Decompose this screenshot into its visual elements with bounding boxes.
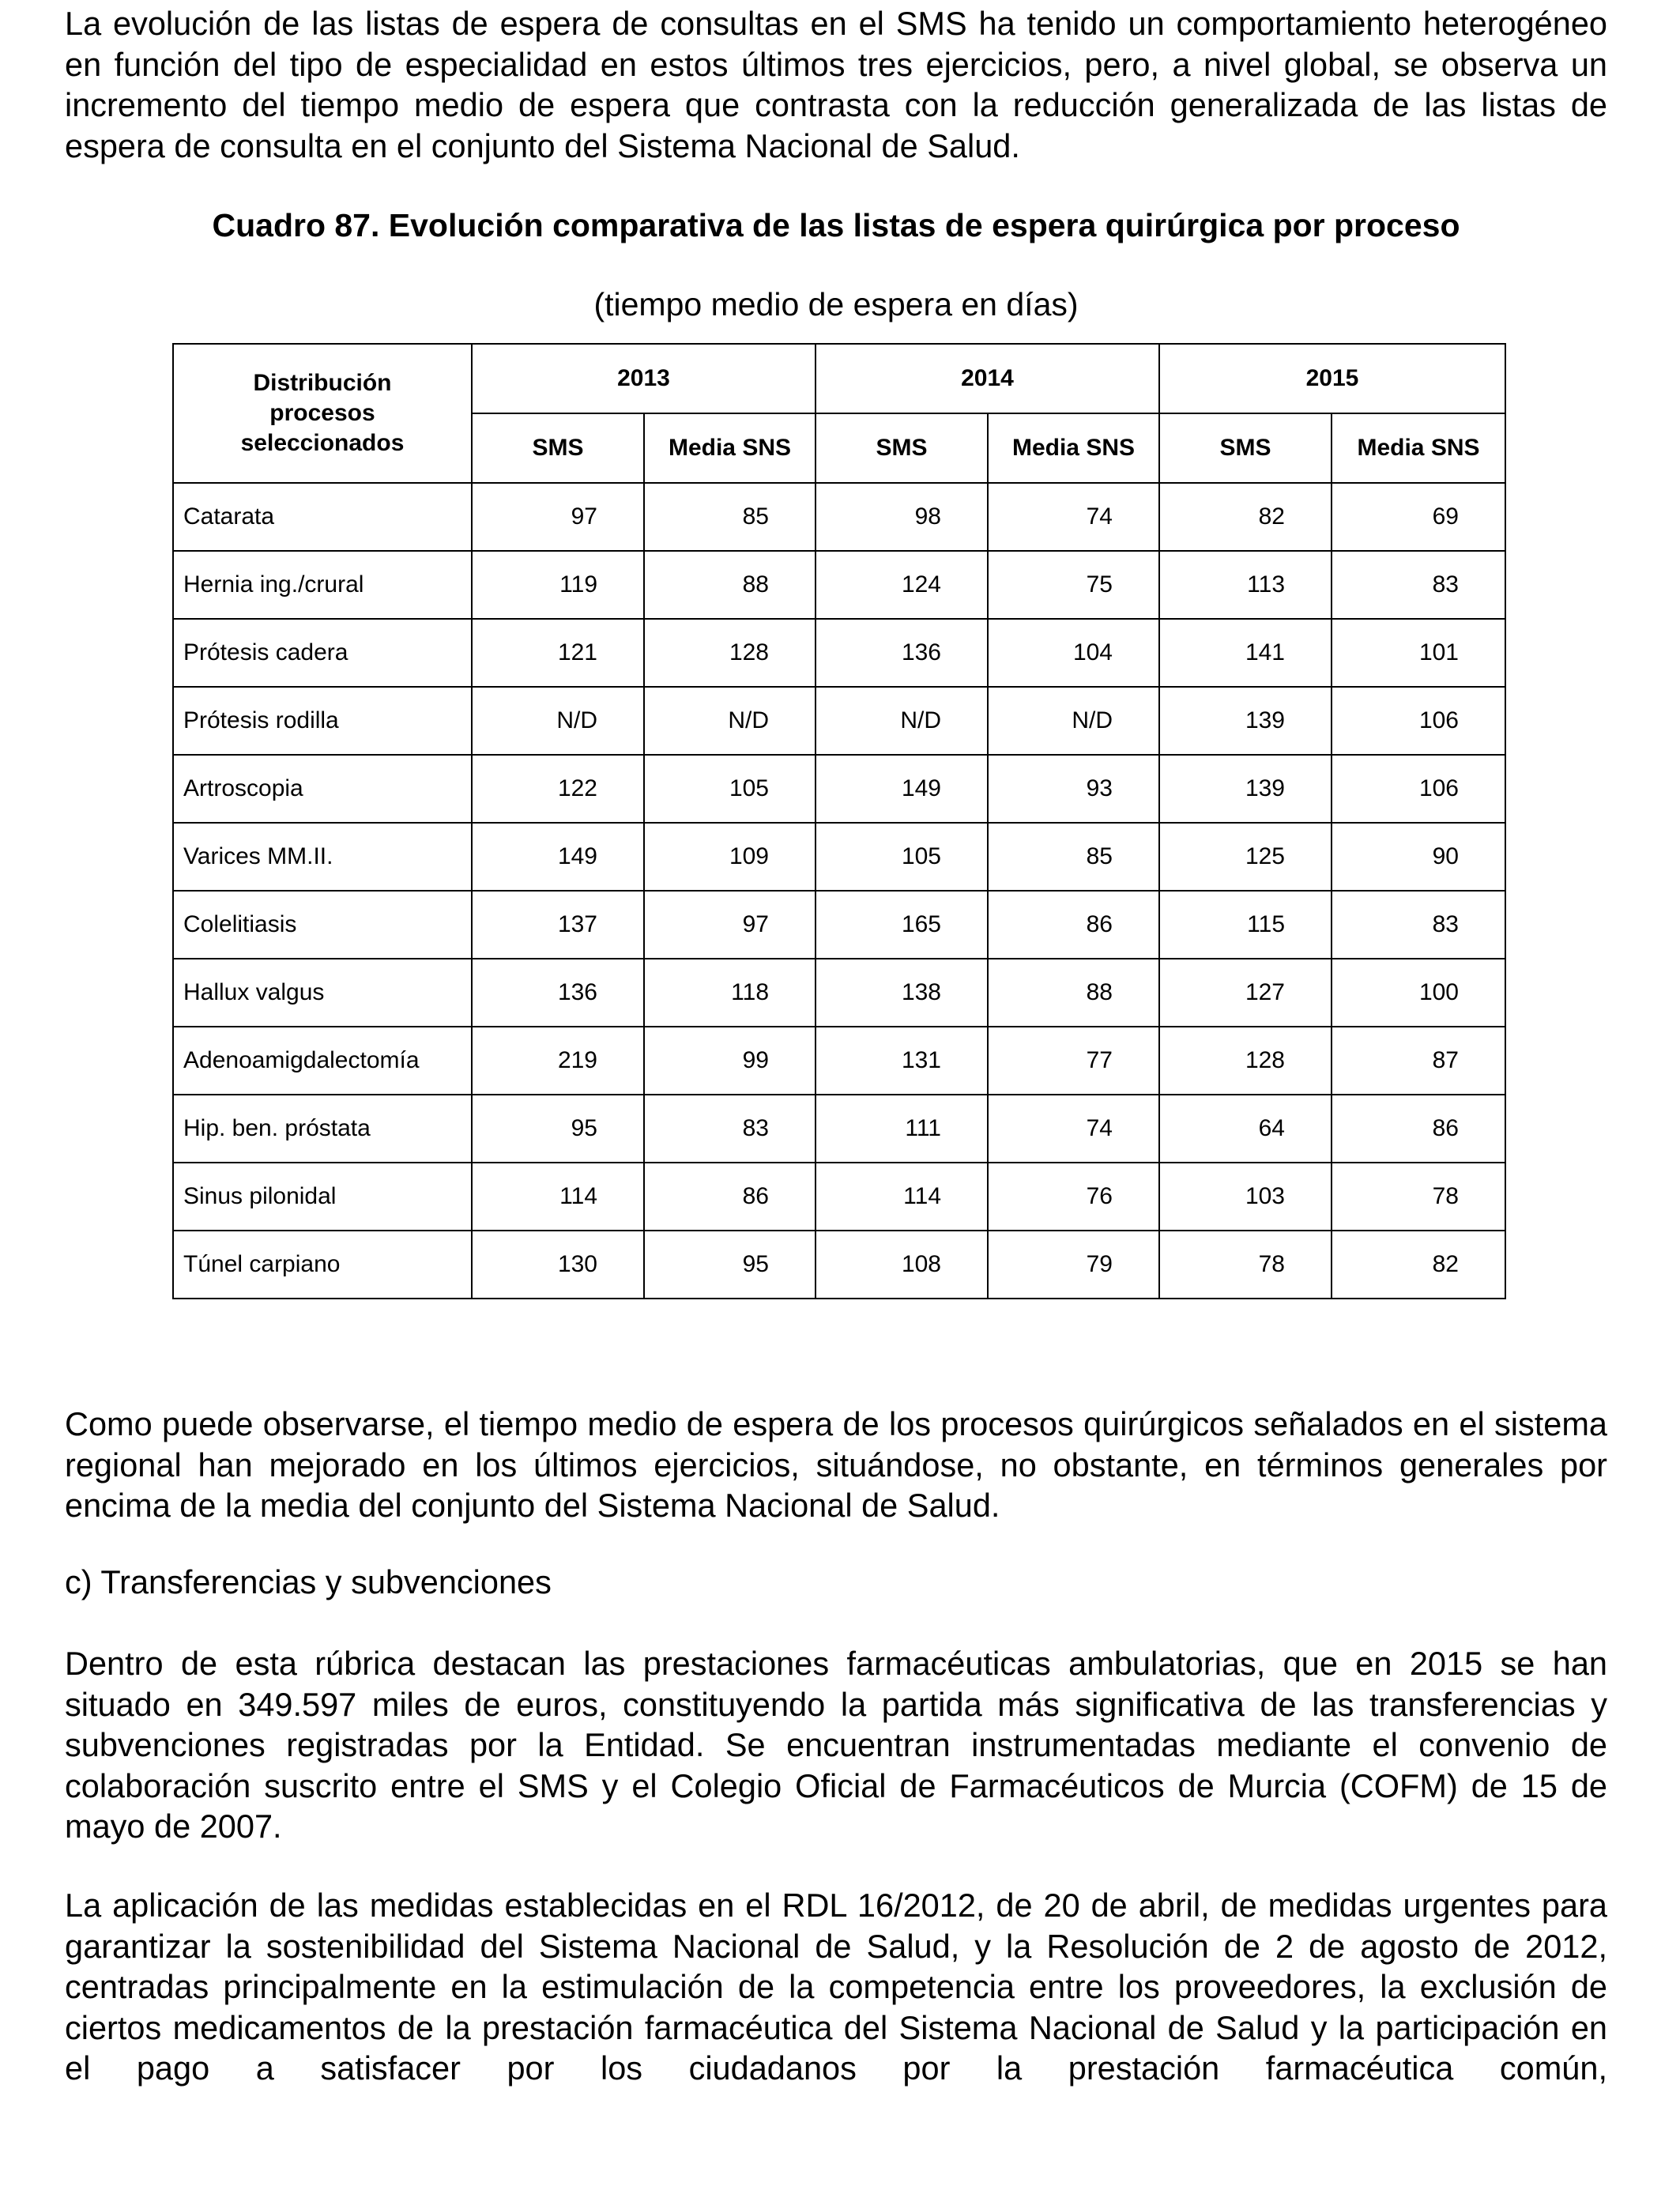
- table-row: [173, 1231, 1505, 1299]
- value-cell: 69: [1332, 483, 1505, 551]
- value-cell: 128: [1159, 1027, 1332, 1095]
- process-label: Prótesis rodilla: [173, 687, 472, 755]
- process-label: Hallux valgus: [173, 959, 472, 1027]
- value-cell: 106: [1332, 687, 1505, 755]
- process-label: Catarata: [173, 483, 472, 551]
- value-cell: 219: [472, 1027, 644, 1095]
- value-cell: 136: [472, 959, 644, 1027]
- subcolumn-header: SMS: [472, 413, 644, 483]
- value-cell: 165: [816, 891, 988, 959]
- value-cell: 82: [1332, 1231, 1505, 1299]
- row-header-cell: [173, 344, 472, 483]
- table-row: [173, 823, 1505, 891]
- process-label: Prótesis cadera: [173, 619, 472, 687]
- table-row: [173, 891, 1505, 959]
- value-cell: 78: [1332, 1163, 1505, 1231]
- value-cell: 138: [816, 959, 988, 1027]
- value-cell: 131: [816, 1027, 988, 1095]
- value-cell: 86: [644, 1163, 816, 1231]
- value-cell: 90: [1332, 823, 1505, 891]
- value-cell: 100: [1332, 959, 1505, 1027]
- value-cell: 139: [1159, 687, 1332, 755]
- process-label: Hip. ben. próstata: [173, 1095, 472, 1163]
- value-cell: 104: [988, 619, 1159, 687]
- value-cell: 106: [1332, 755, 1505, 823]
- value-cell: 86: [988, 891, 1159, 959]
- value-cell: 118: [644, 959, 816, 1027]
- subcolumn-header: Media SNS: [644, 413, 816, 483]
- table-row: [173, 1163, 1505, 1231]
- paragraph-transfers: Dentro de esta rúbrica destacan las prestaciones farmacéuticas ambulatorias, que en 2015 se han situado en 349.597 miles de euros, constituyendo la partida más significativa de las transferencias y subvenciones registradas por la Entidad. Se encuentran instrumentadas mediante el convenio de colaboración suscrito entre el SMS y el Colegio Oficial de Farmacéuticos de Murcia (COFM) de 15 de mayo de 2007.: [65, 1645, 1607, 1845]
- value-cell: N/D: [472, 687, 644, 755]
- value-cell: 149: [472, 823, 644, 891]
- value-cell: 115: [1159, 891, 1332, 959]
- value-cell: 79: [988, 1231, 1159, 1299]
- value-cell: 82: [1159, 483, 1332, 551]
- value-cell: 136: [816, 619, 988, 687]
- intro-paragraph: La evolución de las listas de espera de consultas en el SMS ha tenido un comportamiento heterogéneo en función del tipo de especialidad en estos últimos tres ejercicios, pero, a nivel global, se observa un incremento del tiempo medio de espera que contrasta con la reducción generalizada de las listas de espera de consulta en el conjunto del Sistema Nacional de Salud.: [65, 5, 1607, 164]
- process-label: Adenoamigdalectomía: [173, 1027, 472, 1095]
- process-label: Sinus pilonidal: [173, 1163, 472, 1231]
- value-cell: 83: [1332, 891, 1505, 959]
- waiting-list-table: [172, 343, 1506, 1299]
- value-cell: 103: [1159, 1163, 1332, 1231]
- value-cell: 105: [644, 755, 816, 823]
- table-row: [173, 755, 1505, 823]
- process-label: Túnel carpiano: [173, 1231, 472, 1299]
- value-cell: 74: [988, 483, 1159, 551]
- value-cell: 139: [1159, 755, 1332, 823]
- table-row: [173, 1027, 1505, 1095]
- value-cell: 98: [816, 483, 988, 551]
- value-cell: 114: [472, 1163, 644, 1231]
- value-cell: 83: [1332, 551, 1505, 619]
- value-cell: 78: [1159, 1231, 1332, 1299]
- table-row: [173, 959, 1505, 1027]
- value-cell: 95: [472, 1095, 644, 1163]
- value-cell: 95: [644, 1231, 816, 1299]
- table-row: [173, 551, 1505, 619]
- value-cell: N/D: [644, 687, 816, 755]
- section-heading: c) Transferencias y subvenciones: [65, 1563, 552, 1600]
- value-cell: 124: [816, 551, 988, 619]
- value-cell: 101: [1332, 619, 1505, 687]
- table-caption: Cuadro 87. Evolución comparativa de las listas de espera quirúrgica por proceso: [212, 207, 1460, 243]
- value-cell: 93: [988, 755, 1159, 823]
- value-cell: 137: [472, 891, 644, 959]
- process-label: Varices MM.II.: [173, 823, 472, 891]
- table-row: [173, 483, 1505, 551]
- value-cell: 97: [644, 891, 816, 959]
- value-cell: 114: [816, 1163, 988, 1231]
- value-cell: 77: [988, 1027, 1159, 1095]
- value-cell: 87: [1332, 1027, 1505, 1095]
- year-header-2014: 2014: [816, 344, 1159, 413]
- year-header-2015: 2015: [1159, 344, 1505, 413]
- value-cell: 85: [644, 483, 816, 551]
- table-body: [173, 483, 1505, 1299]
- table-row: [173, 687, 1505, 755]
- value-cell: 111: [816, 1095, 988, 1163]
- subcolumn-header: Media SNS: [1332, 413, 1505, 483]
- subcolumn-header: SMS: [1159, 413, 1332, 483]
- paragraph-rdl: La aplicación de las medidas establecidas en el RDL 16/2012, de 20 de abril, de medidas urgentes para garantizar la sostenibilidad del Sistema Nacional de Salud, y la Resolución de 2 de agosto de 2012, centradas principalmente en la estimulación de la competencia entre los proveedores, la exclusión de ciertos medicamentos de la prestación farmacéutica del Sistema Nacional de Salud y la participación en el pago a satisfacer por los ciudadanos por la prestación farmacéutica común,: [65, 1887, 1607, 2087]
- process-label: Colelitiasis: [173, 891, 472, 959]
- value-cell: 121: [472, 619, 644, 687]
- table-row: [173, 1095, 1505, 1163]
- subcolumn-header: SMS: [816, 413, 988, 483]
- value-cell: 113: [1159, 551, 1332, 619]
- value-cell: 88: [988, 959, 1159, 1027]
- value-cell: N/D: [816, 687, 988, 755]
- value-cell: 88: [644, 551, 816, 619]
- value-cell: 75: [988, 551, 1159, 619]
- year-header-2013: 2013: [472, 344, 816, 413]
- subcolumn-header: Media SNS: [988, 413, 1159, 483]
- value-cell: 125: [1159, 823, 1332, 891]
- process-label: Artroscopia: [173, 755, 472, 823]
- value-cell: 130: [472, 1231, 644, 1299]
- value-cell: 141: [1159, 619, 1332, 687]
- paragraph-after-table: Como puede observarse, el tiempo medio de espera de los procesos quirúrgicos señalados en el sistema regional han mejorado en los últimos ejercicios, situándose, no obstante, en términos generales por encima de la media del conjunto del Sistema Nacional de Salud.: [65, 1405, 1607, 1524]
- table-row: [173, 619, 1505, 687]
- table-subcaption: (tiempo medio de espera en días): [593, 286, 1079, 322]
- value-cell: 74: [988, 1095, 1159, 1163]
- value-cell: 76: [988, 1163, 1159, 1231]
- value-cell: 86: [1332, 1095, 1505, 1163]
- value-cell: 85: [988, 823, 1159, 891]
- value-cell: 149: [816, 755, 988, 823]
- value-cell: 97: [472, 483, 644, 551]
- value-cell: 127: [1159, 959, 1332, 1027]
- value-cell: 99: [644, 1027, 816, 1095]
- value-cell: 108: [816, 1231, 988, 1299]
- value-cell: 122: [472, 755, 644, 823]
- value-cell: 128: [644, 619, 816, 687]
- value-cell: 83: [644, 1095, 816, 1163]
- row-header: Distribución procesos seleccionados: [240, 370, 405, 456]
- value-cell: 109: [644, 823, 816, 891]
- value-cell: 64: [1159, 1095, 1332, 1163]
- value-cell: N/D: [988, 687, 1159, 755]
- value-cell: 105: [816, 823, 988, 891]
- process-label: Hernia ing./crural: [173, 551, 472, 619]
- value-cell: 119: [472, 551, 644, 619]
